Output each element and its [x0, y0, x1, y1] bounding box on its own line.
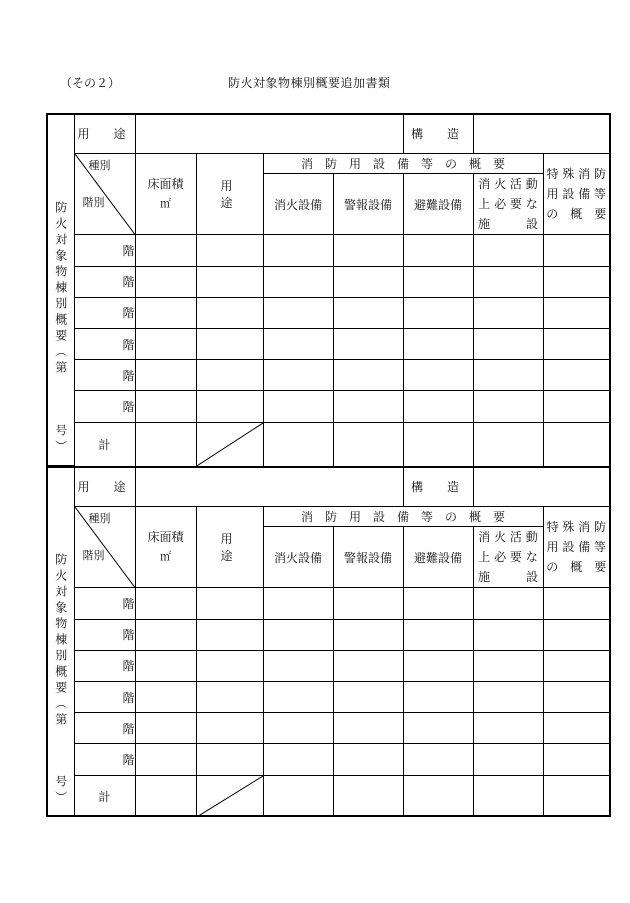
total-label: 計: [74, 422, 135, 465]
alarm-header: 警報設備: [333, 173, 403, 234]
cell[interactable]: [196, 588, 263, 619]
cell[interactable]: [333, 329, 403, 360]
cell[interactable]: [263, 391, 333, 422]
total-use-diagonal: [196, 775, 263, 816]
structure-label: 構 造: [403, 468, 473, 506]
cell[interactable]: [333, 682, 403, 713]
floor-area-unit: ㎡: [160, 197, 171, 211]
cell[interactable]: [135, 619, 196, 650]
cell[interactable]: [473, 744, 543, 775]
special-line-2: 用 設 備 等: [546, 540, 606, 555]
evac-header: 避難設備: [403, 173, 473, 234]
header-left: （その２）: [60, 76, 121, 90]
special-line-3: の 概 要: [546, 560, 607, 575]
floor-area-label: 床面積: [147, 530, 184, 545]
cell[interactable]: [473, 360, 543, 391]
building-section-1: [48, 115, 609, 466]
structure-input[interactable]: [473, 115, 609, 153]
use-label: 用 途: [74, 115, 135, 153]
floor-row-label: 階: [74, 744, 135, 775]
cell[interactable]: [403, 266, 473, 297]
special-line-3: の 概 要: [546, 207, 607, 222]
total-use-diagonal: [196, 422, 263, 465]
cell[interactable]: [135, 391, 196, 422]
cell[interactable]: [263, 713, 333, 744]
firefight-header: [473, 173, 543, 234]
cell[interactable]: [473, 588, 543, 619]
floor-row-label: 階: [74, 650, 135, 681]
special-header: [543, 506, 609, 588]
kind-floor-diagonal: [74, 153, 135, 235]
floor-label: 階別: [82, 195, 105, 209]
kind-floor-diagonal: [74, 506, 135, 588]
side-label-suffix: 号）: [53, 424, 68, 456]
cell[interactable]: [135, 744, 196, 775]
floor-row-label: 階: [74, 235, 135, 266]
cell[interactable]: [135, 329, 196, 360]
cell[interactable]: [403, 297, 473, 328]
cell[interactable]: [333, 744, 403, 775]
cell[interactable]: [403, 422, 473, 465]
cell[interactable]: [543, 775, 609, 816]
cell[interactable]: [543, 266, 609, 297]
cell[interactable]: [135, 360, 196, 391]
cell[interactable]: [473, 713, 543, 744]
cell[interactable]: [196, 266, 263, 297]
cell[interactable]: [403, 360, 473, 391]
alarm-header: 警報設備: [333, 526, 403, 587]
cell[interactable]: [196, 391, 263, 422]
cell[interactable]: [473, 775, 543, 816]
form-frame: [46, 113, 611, 817]
cell[interactable]: [263, 297, 333, 328]
cell[interactable]: [333, 619, 403, 650]
special-line-1: 特 殊 消 防: [546, 167, 606, 182]
floor-row-label: 階: [74, 682, 135, 713]
cell[interactable]: [473, 266, 543, 297]
cell[interactable]: [403, 682, 473, 713]
use-input[interactable]: [135, 468, 403, 506]
cell[interactable]: [543, 650, 609, 681]
cell[interactable]: [263, 619, 333, 650]
total-area-cell[interactable]: [135, 422, 196, 465]
cell[interactable]: [263, 329, 333, 360]
cell[interactable]: [543, 360, 609, 391]
cell[interactable]: [473, 329, 543, 360]
cell[interactable]: [543, 588, 609, 619]
cell[interactable]: [333, 297, 403, 328]
cell[interactable]: [403, 235, 473, 266]
cell[interactable]: [473, 391, 543, 422]
cell[interactable]: [263, 775, 333, 816]
cell[interactable]: [543, 391, 609, 422]
cell[interactable]: [333, 266, 403, 297]
cell[interactable]: [473, 619, 543, 650]
floor-label: 階別: [82, 548, 105, 562]
floor-area-unit: ㎡: [160, 550, 171, 564]
cell[interactable]: [403, 713, 473, 744]
fire-ext-header: 消火設備: [263, 173, 333, 234]
floor-row-label: 階: [74, 329, 135, 360]
cell[interactable]: [333, 391, 403, 422]
cell[interactable]: [196, 235, 263, 266]
side-label-cell: [48, 468, 74, 817]
side-label: 防火対象物棟別概要（第: [53, 200, 68, 377]
cell[interactable]: [333, 360, 403, 391]
cell[interactable]: [403, 650, 473, 681]
cell[interactable]: [263, 422, 333, 465]
cell[interactable]: [196, 713, 263, 744]
firefight-line-3: 施 設: [477, 217, 538, 232]
cell[interactable]: [333, 650, 403, 681]
firefight-line-2: 上 必 要 な: [478, 197, 538, 212]
kind-label: 種別: [88, 158, 111, 172]
cell[interactable]: [196, 650, 263, 681]
special-header: [543, 153, 609, 235]
cell[interactable]: [135, 650, 196, 681]
cell[interactable]: [333, 422, 403, 465]
floor-area-header: [135, 506, 196, 588]
floor-row-label: 階: [74, 391, 135, 422]
use-label: 用 途: [74, 468, 135, 506]
kind-label: 種別: [88, 511, 111, 525]
firefight-header: [473, 526, 543, 587]
fire-ext-header: 消火設備: [263, 526, 333, 587]
structure-label: 構 造: [403, 115, 473, 153]
floor-area-label: 床面積: [147, 177, 184, 192]
firefight-line-3: 施 設: [477, 570, 538, 585]
use-col-header: 用 途: [196, 506, 263, 588]
cell[interactable]: [543, 682, 609, 713]
structure-input[interactable]: [473, 468, 609, 506]
floor-row-label: 階: [74, 297, 135, 328]
floor-row-label: 階: [74, 266, 135, 297]
cell[interactable]: [543, 713, 609, 744]
cell[interactable]: [196, 682, 263, 713]
floor-row-label: 階: [74, 360, 135, 391]
building-section-2: [48, 466, 609, 817]
cell[interactable]: [403, 391, 473, 422]
cell[interactable]: [543, 619, 609, 650]
cell[interactable]: [473, 422, 543, 465]
special-line-2: 用 設 備 等: [546, 187, 606, 202]
cell[interactable]: [263, 235, 333, 266]
total-label: 計: [74, 775, 135, 816]
use-col-header: 用 途: [196, 153, 263, 235]
cell[interactable]: [263, 744, 333, 775]
cell[interactable]: [135, 266, 196, 297]
evac-header: 避難設備: [403, 526, 473, 587]
cell[interactable]: [135, 682, 196, 713]
total-area-cell[interactable]: [135, 775, 196, 816]
cell[interactable]: [543, 329, 609, 360]
cell[interactable]: [196, 329, 263, 360]
cell[interactable]: [473, 235, 543, 266]
cell[interactable]: [263, 650, 333, 681]
floor-row-label: 階: [74, 588, 135, 619]
firefight-line-1: 消 火 活 動: [478, 177, 538, 192]
cell[interactable]: [543, 297, 609, 328]
cell[interactable]: [333, 235, 403, 266]
cell[interactable]: [473, 297, 543, 328]
cell[interactable]: [135, 235, 196, 266]
cell[interactable]: [403, 775, 473, 816]
equipment-title: 消 防 用 設 備 等 の 概 要: [263, 153, 543, 173]
cell[interactable]: [196, 360, 263, 391]
side-label-suffix: 号）: [53, 775, 68, 807]
floor-area-header: [135, 153, 196, 235]
equipment-title: 消 防 用 設 備 等 の 概 要: [263, 506, 543, 526]
cell[interactable]: [403, 329, 473, 360]
cell[interactable]: [135, 297, 196, 328]
special-line-1: 特 殊 消 防: [546, 520, 606, 535]
cell[interactable]: [263, 682, 333, 713]
cell[interactable]: [263, 360, 333, 391]
cell[interactable]: [135, 713, 196, 744]
side-label: 防火対象物棟別概要（第: [53, 552, 68, 729]
cell[interactable]: [333, 713, 403, 744]
cell[interactable]: [196, 744, 263, 775]
cell[interactable]: [543, 744, 609, 775]
cell[interactable]: [473, 650, 543, 681]
floor-row-label: 階: [74, 713, 135, 744]
cell[interactable]: [263, 266, 333, 297]
cell[interactable]: [543, 235, 609, 266]
use-input[interactable]: [135, 115, 403, 153]
cell[interactable]: [333, 775, 403, 816]
firefight-line-2: 上 必 要 な: [478, 550, 538, 565]
cell[interactable]: [543, 422, 609, 465]
cell[interactable]: [403, 619, 473, 650]
firefight-line-1: 消 火 活 動: [478, 530, 538, 545]
cell[interactable]: [263, 588, 333, 619]
floor-row-label: 階: [74, 619, 135, 650]
cell[interactable]: [135, 588, 196, 619]
document-title: 防火対象物棟別概要追加書類: [228, 76, 391, 90]
cell[interactable]: [196, 619, 263, 650]
cell[interactable]: [196, 297, 263, 328]
cell[interactable]: [403, 744, 473, 775]
cell[interactable]: [333, 588, 403, 619]
side-label-cell: [48, 115, 74, 466]
cell[interactable]: [473, 682, 543, 713]
cell[interactable]: [403, 588, 473, 619]
